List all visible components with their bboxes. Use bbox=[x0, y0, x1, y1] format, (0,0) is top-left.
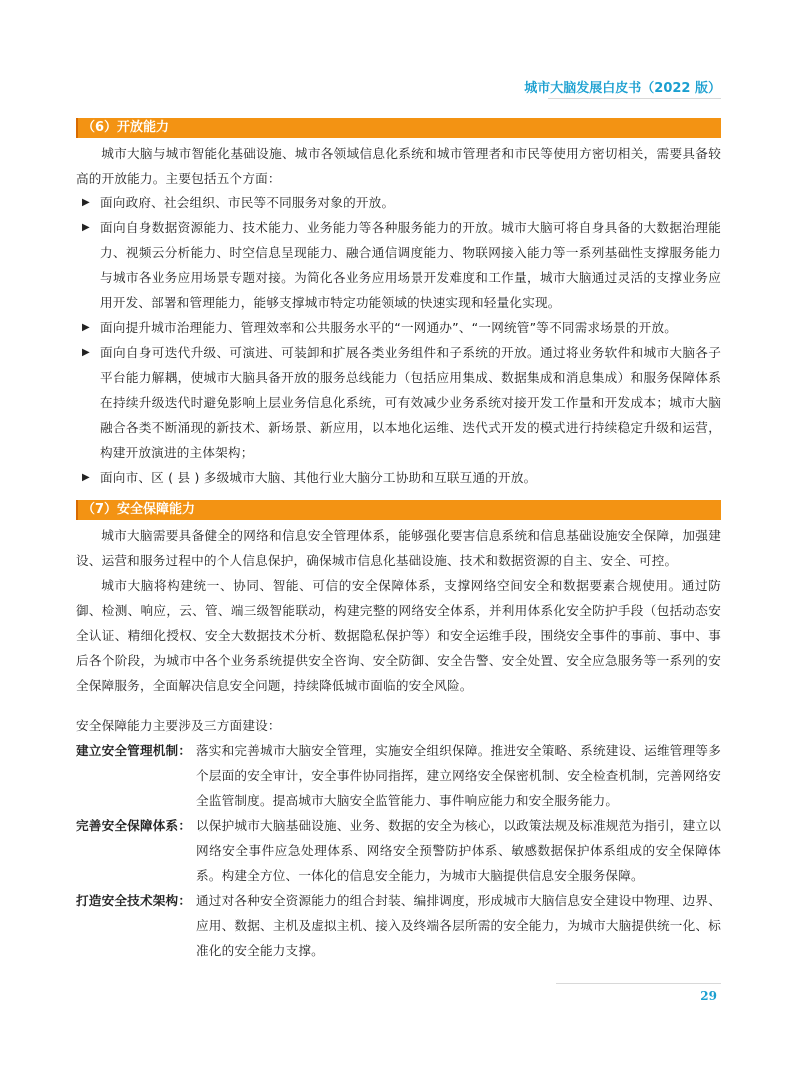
aspect-description: 以保护城市大脑基础设施、业务、数据的安全为核心，以政策法规及标准规范为指引，建立以网络安全事件应急处理体系、网络安全预警防护体系、敏感数据保护体系组成的安全保障体系。构建全方位、一体化的信息安全能力，为城市大脑提供信息安全服务保障。 bbox=[196, 818, 721, 883]
bullet-triangle-icon: ▶ bbox=[82, 347, 90, 358]
section6-bullet-list bbox=[76, 190, 721, 490]
page-number: 29 bbox=[700, 989, 717, 1003]
list-item: ▶ 面向政府、社会组织、市民等不同服务对象的开放。 bbox=[76, 190, 721, 215]
aspect-description: 通过对各种安全资源能力的组合封装、编排调度，形成城市大脑信息安全建设中物理、边界、应用、数据、主机及虚拟主机、接入及终端各层所需的安全能力，为城市大脑提供统一化、标准化的安全能力支撑。 bbox=[196, 893, 721, 958]
section6-intro-paragraph: 城市大脑与城市智能化基础设施、城市各领域信息化系统和城市管理者和市民等使用方密切相关，需要具备较高的开放能力。主要包括五个方面： bbox=[76, 146, 721, 186]
aspect-item-management bbox=[76, 738, 721, 813]
list-item: ▶ 面向自身数据资源能力、技术能力、业务能力等各种服务能力的开放。城市大脑可将自身具备的大数据治理能力、视频云分析能力、时空信息呈现能力、融合通信调度能力、物联网接入能力等一系列基础性支撑服务能力与城市各业务应用场景专题对接。为简化各业务应用场景开发难度和工作量，城市大脑通过灵活的支撑业务应用开发、部署和管理能力，能够支撑城市特定功能领域的快速实现和轻量化实现。 bbox=[76, 215, 721, 315]
bullet-triangle-icon: ▶ bbox=[82, 472, 90, 483]
footer-divider bbox=[556, 983, 721, 984]
section7-paragraph-2: 城市大脑将构建统一、协同、智能、可信的安全保障体系，支撑网络空间安全和数据要素合规使用。通过防御、检测、响应，云、管、端三级智能联动，构建完整的网络安全体系，并利用体系化安全防护手段（包括动态安全认证、精细化授权、安全大数据技术分析、数据隐私保护等）和安全运维手段，围绕安全事件的事前、事中、事后各个阶段，为城市中各个业务系统提供安全咨询、安全防御、安全告警、安全处置、安全应急服务等一系列的安全保障服务，全面解决信息安全问题，持续降低城市面临的安全风险。 bbox=[76, 578, 721, 693]
section-heading-open-capability bbox=[76, 118, 721, 138]
section-heading-security-capability bbox=[76, 500, 721, 520]
section7-paragraph-1: 城市大脑需要具备健全的网络和信息安全管理体系，能够强化要害信息系统和信息基础设施安全保障，加强建设、运营和服务过程中的个人信息保护，确保城市信息化基础设施、技术和数据资源的自主、安全、可控。 bbox=[76, 528, 721, 568]
aspects-intro: 安全保障能力主要涉及三方面建设： bbox=[76, 718, 281, 733]
header-divider bbox=[548, 98, 721, 99]
aspect-item-assurance-system bbox=[76, 813, 721, 888]
list-item: ▶ 面向自身可迭代升级、可演进、可装卸和扩展各类业务组件和子系统的开放。通过将业务软件和城市大脑各子平台能力解耦，使城市大脑具备开放的服务总线能力（包括应用集成、数据集成和消息集成）和服务保障体系在持续升级迭代时避免影响上层业务信息化系统，可有效减少业务系统对接开发工作量和开发成本；城市大脑融合各类不断涌现的新技术、新场景、新应用，以本地化运维、迭代式开发的模式进行持续稳定升级和运营，构建开放演进的主体架构； bbox=[76, 340, 721, 465]
aspect-term: 打造安全技术架构： bbox=[76, 893, 192, 908]
list-item: ▶ 面向市、区 ( 县 ) 多级城市大脑、其他行业大脑分工协助和互联互通的开放。 bbox=[76, 465, 721, 490]
list-item: ▶ 面向提升城市治理能力、管理效率和公共服务水平的“一网通办”、“一网统管”等不同需求场景的开放。 bbox=[76, 315, 721, 340]
document-header-title: 城市大脑发展白皮书（2022 版） bbox=[524, 81, 721, 96]
aspect-description: 落实和完善城市大脑安全管理，实施安全组织保障。推进安全策略、系统建设、运维管理等多个层面的安全审计，安全事件协同指挥，建立网络安全保密机制、安全检查机制，完善网络安全监管制度。提高城市大脑安全监管能力、事件响应能力和安全服务能力。 bbox=[196, 743, 721, 808]
bullet-triangle-icon: ▶ bbox=[82, 197, 90, 208]
aspect-item-technical-architecture bbox=[76, 888, 721, 963]
aspect-term: 完善安全保障体系： bbox=[76, 818, 192, 833]
section-heading-text: （7）安全保障能力 bbox=[82, 502, 196, 517]
bullet-triangle-icon: ▶ bbox=[82, 222, 90, 233]
aspect-term: 建立安全管理机制： bbox=[76, 743, 192, 758]
section-heading-text: （6）开放能力 bbox=[82, 120, 170, 135]
bullet-triangle-icon: ▶ bbox=[82, 322, 90, 333]
